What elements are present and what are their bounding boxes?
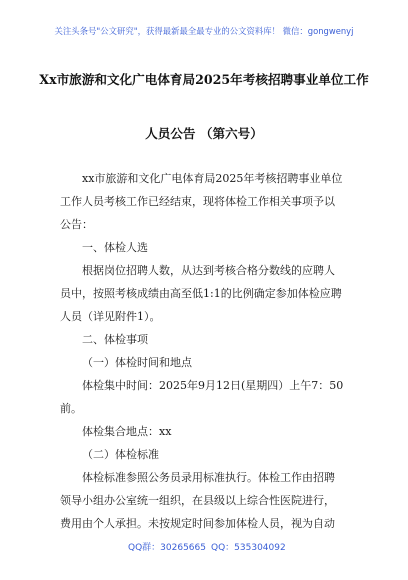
body-line: 员中，按照考核成绩由高至低1:1的比例确定参加体检应聘: [60, 287, 342, 300]
header-promo-note: 关注头条号"公文研究"，获得最新最全最专业的公文资料库！ 微信：gongwenyj: [54, 26, 354, 36]
body-line: 体检集合地点：xx: [82, 425, 172, 438]
document-title-line-1: Xx市旅游和文化广电体育局2025年考核招聘事业单位工作: [39, 72, 369, 87]
body-line: xx市旅游和文化广电体育局2025年考核招聘事业单位: [82, 172, 343, 185]
body-line: 根据岗位招聘人数，从达到考核合格分数线的应聘人: [82, 264, 335, 277]
body-line: 公告：: [60, 218, 93, 231]
body-line: 体检标准参照公务员录用标准执行。体检工作由招聘: [82, 471, 335, 484]
document-body: [60, 167, 360, 535]
subsection-heading-time-place: （一）体检时间和地点: [82, 356, 192, 369]
footer-qq: QQ：535304092: [211, 543, 286, 553]
body-line: 体检集中时间：2025年9月12日(星期四）上午7：50: [82, 379, 344, 392]
footer-qq-group: QQ群：30265665: [128, 543, 206, 553]
section-heading-matters: 二、体检事项: [82, 333, 148, 346]
document-title-line-2: 人员公告 （第六号）: [145, 126, 263, 141]
body-line: 人员（详见附件1）。: [60, 310, 161, 323]
body-line: 领导小组办公室统一组织，在县级以上综合性医院进行，: [60, 494, 335, 507]
body-line: 费用由个人承担。未按规定时间参加体检人员，视为自动: [60, 517, 335, 530]
subsection-heading-standard: （二）体检标准: [82, 448, 159, 461]
section-heading-candidates: 一、体检人选: [82, 241, 148, 254]
body-line: 工作人员考核工作已经结束，现将体检工作相关事项予以: [60, 195, 335, 208]
body-line: 前。: [60, 402, 82, 415]
